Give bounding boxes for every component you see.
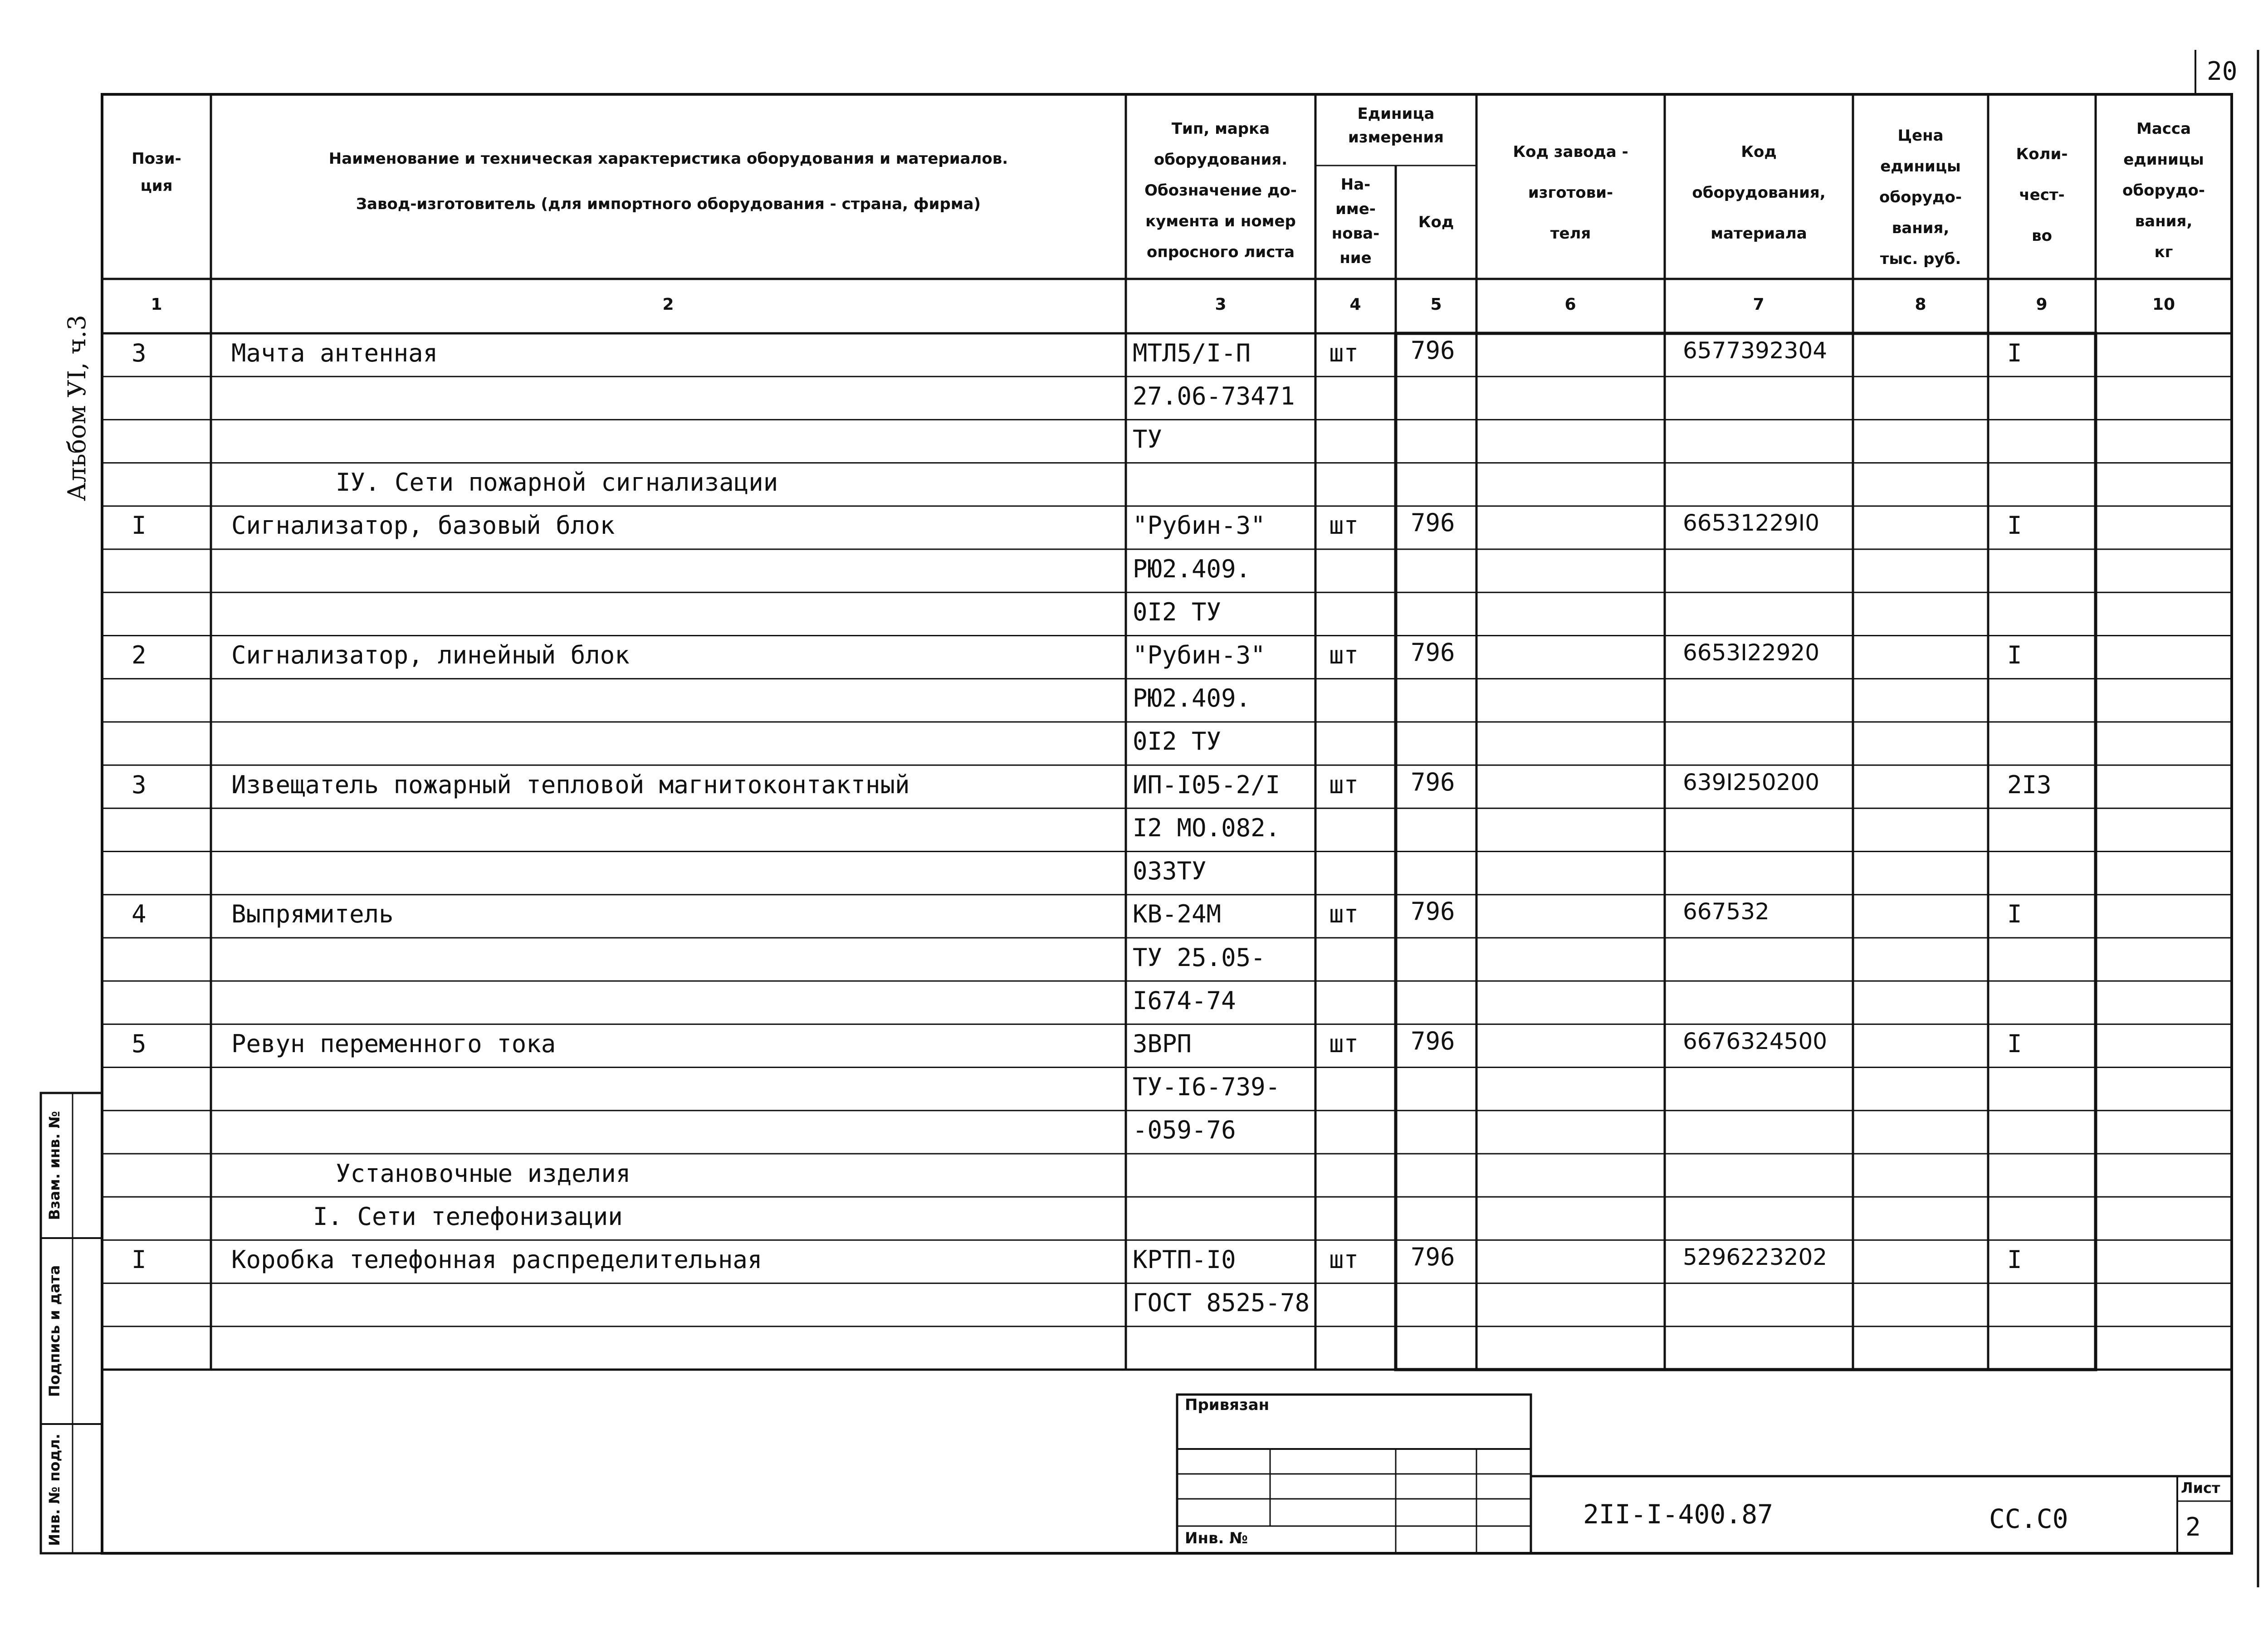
cell-quantity: I bbox=[2007, 641, 2022, 670]
cell-quantity: I bbox=[2007, 1245, 2022, 1274]
binding-inv-replace: Взам. инв. № bbox=[46, 1111, 63, 1220]
cell-position: I bbox=[132, 511, 147, 540]
cell-type: КВ-24М bbox=[1133, 900, 1222, 929]
header-unit: Единица измерения bbox=[1348, 105, 1444, 146]
cell-type: ЗВРП bbox=[1133, 1029, 1192, 1058]
header-name: Наименование и техническая характеристика оборудования и материалов. Завод-изготовитель (для импортного оборудования - страна, фирма) bbox=[328, 150, 1008, 213]
header-unit-name: На- име- нова- ние bbox=[1331, 176, 1380, 267]
cell-type: I2 МО.082. bbox=[1133, 813, 1281, 842]
cell-position: 3 bbox=[132, 338, 147, 367]
binding-sign-date: Подпись и дата bbox=[46, 1265, 63, 1397]
cell-type: ТУ bbox=[1133, 425, 1163, 454]
cell-unit-code: 796 bbox=[1411, 1026, 1455, 1055]
column-number: 3 bbox=[1215, 295, 1227, 314]
cell-type: ТУ 25.05- bbox=[1133, 943, 1266, 972]
cell-equipment-code: 639I250200 bbox=[1683, 769, 1820, 795]
cell-type: РЮ2.409. bbox=[1133, 554, 1251, 583]
sheet-label: Лист bbox=[2181, 1479, 2220, 1497]
header-equipment-code: Код оборудования, материала bbox=[1692, 143, 1826, 243]
cell-type: 27.06-73471 bbox=[1133, 381, 1295, 410]
cell-unit-code: 796 bbox=[1411, 336, 1455, 365]
cell-position: 4 bbox=[132, 900, 147, 929]
cell-unit: шт bbox=[1329, 770, 1359, 799]
cell-quantity: I bbox=[2007, 900, 2022, 929]
section-heading: Установочные изделия bbox=[336, 1159, 631, 1188]
section-heading: IУ. Сети пожарной сигнализации bbox=[336, 468, 778, 497]
cell-equipment-code: 6577392304 bbox=[1683, 337, 1828, 364]
cell-position: I bbox=[132, 1245, 147, 1274]
album-label: Альбом УI, ч.3 bbox=[63, 315, 91, 501]
stamp-privyazan: Привязан bbox=[1185, 1396, 1270, 1414]
cell-type: РЮ2.409. bbox=[1133, 684, 1251, 713]
cell-unit: шт bbox=[1329, 1245, 1359, 1274]
binding-inv-orig: Инв. № подл. bbox=[46, 1434, 63, 1546]
column-number: 8 bbox=[1915, 295, 1926, 314]
header-unit-code: Код bbox=[1418, 213, 1454, 231]
cell-quantity: I bbox=[2007, 1029, 2022, 1058]
page-number: 20 bbox=[2207, 57, 2238, 86]
header-factory-code: Код завода - изготови- теля bbox=[1513, 143, 1628, 243]
cell-name: Сигнализатор, линейный блок bbox=[231, 641, 630, 670]
cell-equipment-code: 6653I22920 bbox=[1683, 639, 1820, 666]
doc-mark: СС.С0 bbox=[1989, 1503, 2068, 1534]
cell-type: ГОСТ 8525-78 bbox=[1133, 1288, 1310, 1317]
cell-equipment-code: 66531229I0 bbox=[1683, 510, 1820, 537]
cell-name: Сигнализатор, базовый блок bbox=[231, 511, 615, 540]
cell-type: КРТП-I0 bbox=[1133, 1245, 1236, 1274]
header-quantity: Коли- чест- во bbox=[2016, 145, 2068, 245]
cell-type: ТУ-I6-739- bbox=[1133, 1073, 1281, 1102]
column-number: 5 bbox=[1430, 295, 1442, 314]
cell-quantity: I bbox=[2007, 338, 2022, 367]
cell-equipment-code: 5296223202 bbox=[1683, 1244, 1828, 1270]
cell-unit-code: 796 bbox=[1411, 897, 1455, 926]
column-number: 2 bbox=[662, 295, 674, 314]
column-number: 10 bbox=[2152, 295, 2175, 314]
cell-type: "Рубин-3" bbox=[1133, 511, 1266, 540]
header-type: Тип, марка оборудования. Обозначение до- кумента и номер опросного листа bbox=[1144, 120, 1297, 261]
cell-type: "Рубин-3" bbox=[1133, 641, 1266, 670]
cell-equipment-code: 6676324500 bbox=[1683, 1028, 1828, 1054]
column-number: 4 bbox=[1349, 295, 1361, 314]
header-position: Пози- ция bbox=[132, 150, 181, 195]
cell-name: Извещатель пожарный тепловой магнитоконтактный bbox=[231, 770, 910, 799]
header-mass: Масса единицы оборудо- вания, кг bbox=[2122, 120, 2205, 261]
cell-unit: шт bbox=[1329, 1029, 1359, 1058]
cell-type: ИП-I05-2/I bbox=[1133, 770, 1281, 799]
cell-equipment-code: 667532 bbox=[1683, 898, 1769, 925]
cell-name: Мачта антенная bbox=[231, 338, 438, 367]
cell-unit-code: 796 bbox=[1411, 508, 1455, 537]
cell-quantity: I bbox=[2007, 511, 2022, 540]
column-number: 6 bbox=[1564, 295, 1576, 314]
cell-unit-code: 796 bbox=[1411, 1242, 1455, 1271]
column-number: 7 bbox=[1753, 295, 1765, 314]
cell-unit-code: 796 bbox=[1411, 638, 1455, 667]
cell-unit: шт bbox=[1329, 641, 1359, 670]
cell-unit-code: 796 bbox=[1411, 767, 1455, 796]
column-number: 1 bbox=[151, 295, 162, 314]
column-number: 9 bbox=[2036, 295, 2048, 314]
cell-type: МТЛ5/I-П bbox=[1133, 338, 1251, 367]
cell-name: Выпрямитель bbox=[231, 900, 394, 929]
stamp-inv-no: Инв. № bbox=[1185, 1529, 1248, 1547]
cell-name: Коробка телефонная распределительная bbox=[231, 1245, 763, 1274]
cell-position: 3 bbox=[132, 770, 147, 799]
section-heading: I. Сети телефонизации bbox=[313, 1202, 623, 1231]
cell-type: 0I2 ТУ bbox=[1133, 597, 1222, 626]
cell-unit: шт bbox=[1329, 900, 1359, 929]
cell-unit: шт bbox=[1329, 511, 1359, 540]
cell-type: -059-76 bbox=[1133, 1116, 1236, 1145]
cell-type: 0I2 ТУ bbox=[1133, 727, 1222, 756]
sheet-number: 2 bbox=[2185, 1512, 2201, 1542]
cell-name: Ревун переменного тока bbox=[231, 1029, 556, 1058]
cell-position: 5 bbox=[132, 1029, 147, 1058]
header-price: Цена единицы оборудо- вания, тыс. руб. bbox=[1879, 127, 1962, 268]
cell-unit: шт bbox=[1329, 338, 1359, 367]
doc-code: 2II-I-400.87 bbox=[1583, 1499, 1774, 1530]
cell-type: I674-74 bbox=[1133, 986, 1236, 1015]
cell-type: 033ТУ bbox=[1133, 857, 1207, 886]
cell-quantity: 2I3 bbox=[2007, 770, 2052, 799]
cell-position: 2 bbox=[132, 641, 147, 670]
